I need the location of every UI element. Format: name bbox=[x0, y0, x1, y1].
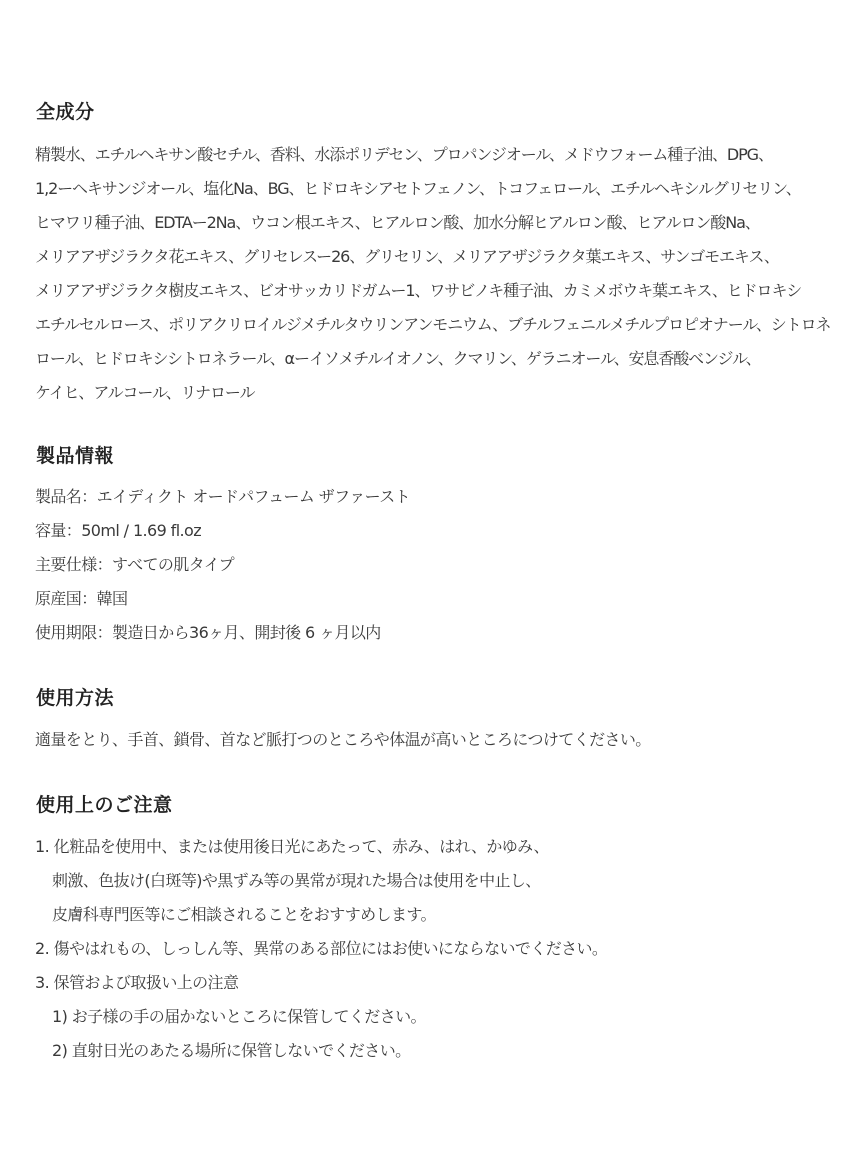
ingredients-line: メリアアザジラクタ樹皮エキス、ビオサッカリドガムー1、ワサビノキ種子油、カミメボウキ葉エキス、ヒドロキシ bbox=[35, 281, 802, 300]
skin-type-line: 主要仕様：すべての肌タイプ bbox=[35, 555, 235, 574]
origin-line: 原産国：韓国 bbox=[35, 589, 128, 608]
ingredients-line: ロール、ヒドロキシシトロネラール、αーイソメチルイオノン、クマリン、ゲラニオール、安息香酸ベンジル、 bbox=[35, 349, 761, 368]
product-info-heading: 製品情報 bbox=[36, 445, 115, 467]
product-name-line: 製品名：エイディクト オードパフューム ザファースト bbox=[35, 487, 411, 506]
precaution-item-continued: 刺激、色抜け(白斑等)や黒ずみ等の異常が現れた場合は使用を中止し、 bbox=[52, 871, 541, 890]
volume-line: 容量：50ml / 1.69 fl.oz bbox=[35, 521, 202, 540]
ingredients-line: 精製水、エチルヘキサン酸セチル、香料、水添ポリデセン、プロパンジオール、メドウフォーム種子油、DPG、 bbox=[35, 145, 773, 164]
ingredients-line: メリアアザジラクタ花エキス、グリセレスー26、グリセリン、メリアアザジラクタ葉エキス、サンゴモエキス、 bbox=[35, 247, 779, 266]
ingredients-heading: 全成分 bbox=[36, 101, 95, 123]
expiry-line: 使用期限：製造日から36ヶ月、開封後 6 ヶ月以内 bbox=[35, 623, 381, 642]
ingredients-line: エチルセルロース、ポリアクリロイルジメチルタウリンアンモニウム、ブチルフェニルメチルプロピオナール、シトロネ bbox=[35, 315, 831, 334]
ingredients-line: ヒマワリ種子油、EDTAー2Na、ウコン根エキス、ヒアルロン酸、加水分解ヒアルロン酸、ヒアルロン酸Na、 bbox=[35, 213, 760, 232]
storage-subitem: 1) お子様の手の届かないところに保管してください。 bbox=[52, 1007, 426, 1026]
ingredients-line: ケイヒ、アルコール、リナロール bbox=[35, 383, 255, 402]
usage-line: 適量をとり、手首、鎖骨、首など脈打つのところや体温が高いところにつけてください。 bbox=[35, 730, 651, 749]
usage-heading: 使用方法 bbox=[36, 687, 115, 709]
precaution-item-continued: 皮膚科専門医等にご相談されることをおすすめします。 bbox=[52, 905, 436, 924]
precaution-item: 2. 傷やはれもの、しっしん等、異常のある部位にはお使いにならないでください。 bbox=[35, 939, 608, 958]
precaution-item: 3. 保管および取扱い上の注意 bbox=[35, 973, 239, 992]
precautions-heading: 使用上のご注意 bbox=[36, 794, 173, 816]
storage-subitem: 2) 直射日光のあたる場所に保管しないでください。 bbox=[52, 1041, 411, 1060]
precaution-item: 1. 化粧品を使用中、または使用後日光にあたって、赤み、はれ、かゆみ、 bbox=[35, 837, 549, 856]
ingredients-line: 1,2ーヘキサンジオール、塩化Na、BG、ヒドロキシアセトフェノン、トコフェロール、エチルヘキシルグリセリン、 bbox=[35, 179, 801, 198]
